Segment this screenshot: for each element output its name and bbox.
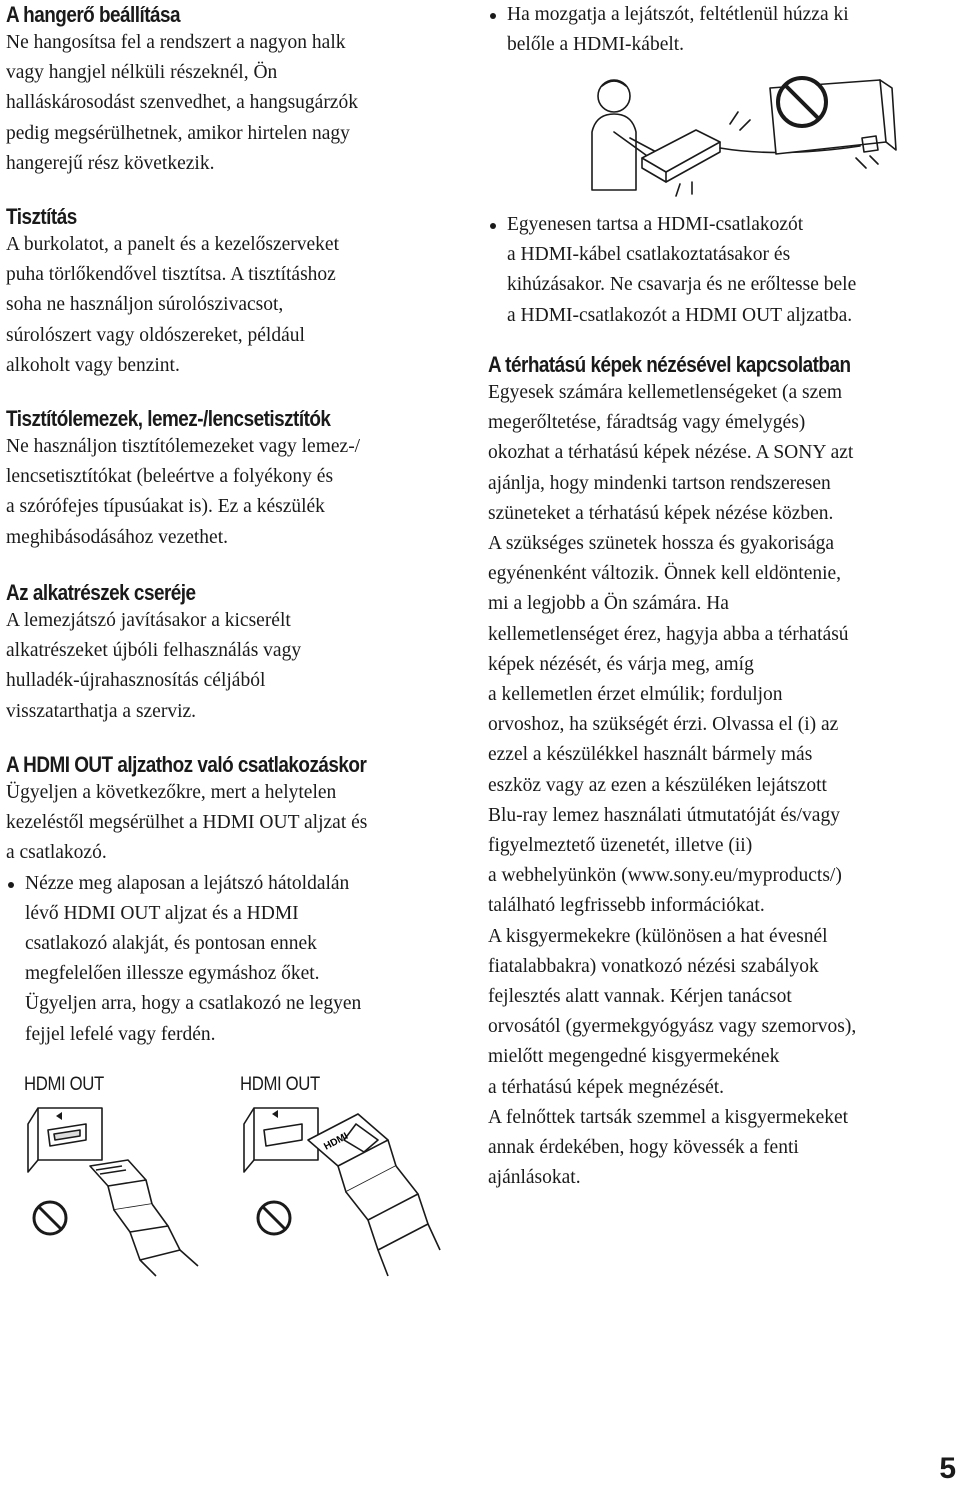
section-parts-replacement <box>6 580 301 727</box>
prohibited-icon <box>258 1202 290 1234</box>
figure-label-hdmi-out: HDMI OUT <box>24 1074 104 1095</box>
text-line: orvosától (gyermekgyógyász vagy szemorvos), <box>488 1016 857 1038</box>
section-body: A lemezjátszó javításakor a kicserélt alkatrészeket újbóli felhasználás vagy hulladék-újrahasznosítás céljából visszatarthatja a szerviz. <box>6 610 302 722</box>
section-body: Ne használjon tisztítólemezeket vagy lemez-/ lencsetisztítókat (beleértve a folyékony és a szórófejes típusúakat is). Ez a készülék meghibásodásához vezethet. <box>6 436 361 548</box>
text-line: szüneteket a térhatású képek nézése közben. <box>488 502 834 524</box>
section-body: Ne hangosítsa fel a rendszert a nagyon halk vagy hangjel nélküli részeknél, Ön halláskárosodást szenvedhet, a hangsugárzók pedig megsérülhetnek, amikor hirtelen nagy hangerejű rész következik. <box>6 32 358 174</box>
figure-label-hdmi-out: HDMI OUT <box>240 1074 320 1095</box>
section-heading: A térhatású képek nézésével kapcsolatban <box>488 352 851 377</box>
text-line: mielőtt megengedné kisgyermekének <box>488 1046 780 1068</box>
text-line: figyelmeztető üzenetét, illetve (ii) <box>488 835 753 857</box>
text-line: kellemetlenséget érez, hagyja abba a térhatású <box>488 623 849 645</box>
section-volume <box>6 2 358 179</box>
bullet-item: Nézze meg alaposan a lejátszó hátoldalán lévő HDMI OUT aljzat és a HDMI csatlakozó alakját, és pontosan ennek megfelelően illessze egymáshoz őket. Ügyeljen arra, hogy a csatlakozó ne legyen fejjel lefelé vagy ferdén. <box>6 869 425 1050</box>
text-line: annak érdekében, hogy kövessék a fenti <box>488 1137 799 1159</box>
text-line: Egyesek számára kellemetlenségeket (a szem <box>488 382 843 403</box>
text-line: Blu-ray lemez használati útmutatóját és/vagy <box>488 804 840 826</box>
section-cleaning <box>6 204 339 381</box>
text-line: mi a legjobb a Ön számára. Ha <box>488 593 729 615</box>
text-line: ajánlásokat. <box>488 1167 581 1189</box>
section-cleaning-discs <box>6 406 383 553</box>
prohibited-icon <box>34 1202 66 1234</box>
text-line: eszköz vagy az ezen a készüléken lejátszott <box>488 774 827 796</box>
hdmi-wrong-orientation-illustration <box>20 1100 220 1280</box>
text-line: található legfrissebb információkat. <box>488 895 765 917</box>
text-line: megerőltetése, fáradtság vagy émelygés) <box>488 412 806 434</box>
bullet-item: Ha mozgatja a lejátszót, feltétlenül húzza ki belőle a HDMI-kábelt. <box>488 0 849 60</box>
text-line: A kisgyermekekre (különösen a hat évesnél <box>488 925 828 947</box>
text-line: A szükséges szünetek hossza és gyakorisága <box>488 533 835 555</box>
section-body <box>488 378 910 1193</box>
section-body: Ügyeljen a következőkre, mert a helytelen kezeléstől megsérülhet a HDMI OUT aljzat és a csatlakozó. <box>6 782 368 864</box>
section-heading: Az alkatrészek cseréje <box>6 580 196 605</box>
text-line: egyénenként változik. Önnek kell eldöntenie, <box>488 563 842 585</box>
text-line: ajánlja, hogy mindenki tartson rendszeresen <box>488 472 831 494</box>
section-hdmi-out <box>6 752 425 1050</box>
text-line: képek nézését, és várja meg, amíg <box>488 653 754 675</box>
text-line: a térhatású képek megnézését. <box>488 1076 725 1098</box>
text-line: a webhelyünkön (www.sony.eu/myproducts/) <box>488 865 842 887</box>
section-3d-viewing <box>488 352 910 1193</box>
hdmi-slanted-illustration <box>238 1100 448 1280</box>
text-line: a kellemetlen érzet elmúlik; forduljon <box>488 684 783 706</box>
section-heading: Tisztítás <box>6 204 77 229</box>
section-heading: A hangerő beállítása <box>6 2 181 27</box>
section-heading: Tisztítólemezek, lemez-/lencsetisztítók <box>6 406 331 431</box>
prohibited-icon <box>778 78 826 126</box>
text-line: fejlesztés alatt vannak. Kérjen tanácsot <box>488 986 792 1008</box>
page-number: 5 <box>939 1452 956 1485</box>
moving-player-illustration <box>580 72 900 202</box>
plug-label: HDMI <box>322 1130 350 1153</box>
text-line: A felnőttek tartsák szemmel a kisgyermekeket <box>488 1106 849 1128</box>
text-line: ezzel a készülékkel használt bármely más <box>488 744 813 766</box>
section-heading: A HDMI OUT aljzathoz való csatlakozáskor <box>6 752 367 777</box>
text-line: orvoshoz, ha szükségét érzi. Olvassa el (i) az <box>488 714 839 736</box>
section-body: A burkolatot, a panelt és a kezelőszerveket puha törlőkendővel tisztítsa. A tisztításhoz soha ne használjon súrolószivacsot, súrolószert vagy oldószereket, például alkoholt vagy benzint. <box>6 234 339 376</box>
text-line: okozhat a térhatású képek nézése. A SONY azt <box>488 442 854 464</box>
bullet-item: Egyenesen tartsa a HDMI-csatlakozót a HDMI-kábel csatlakoztatásakor és kihúzásakor. Ne csavarja és ne erőltesse bele a HDMI-csatlakozót a HDMI OUT aljzatba. <box>488 210 856 331</box>
text-line: fiatalabbakra) vonatkozó nézési szabályok <box>488 955 819 977</box>
